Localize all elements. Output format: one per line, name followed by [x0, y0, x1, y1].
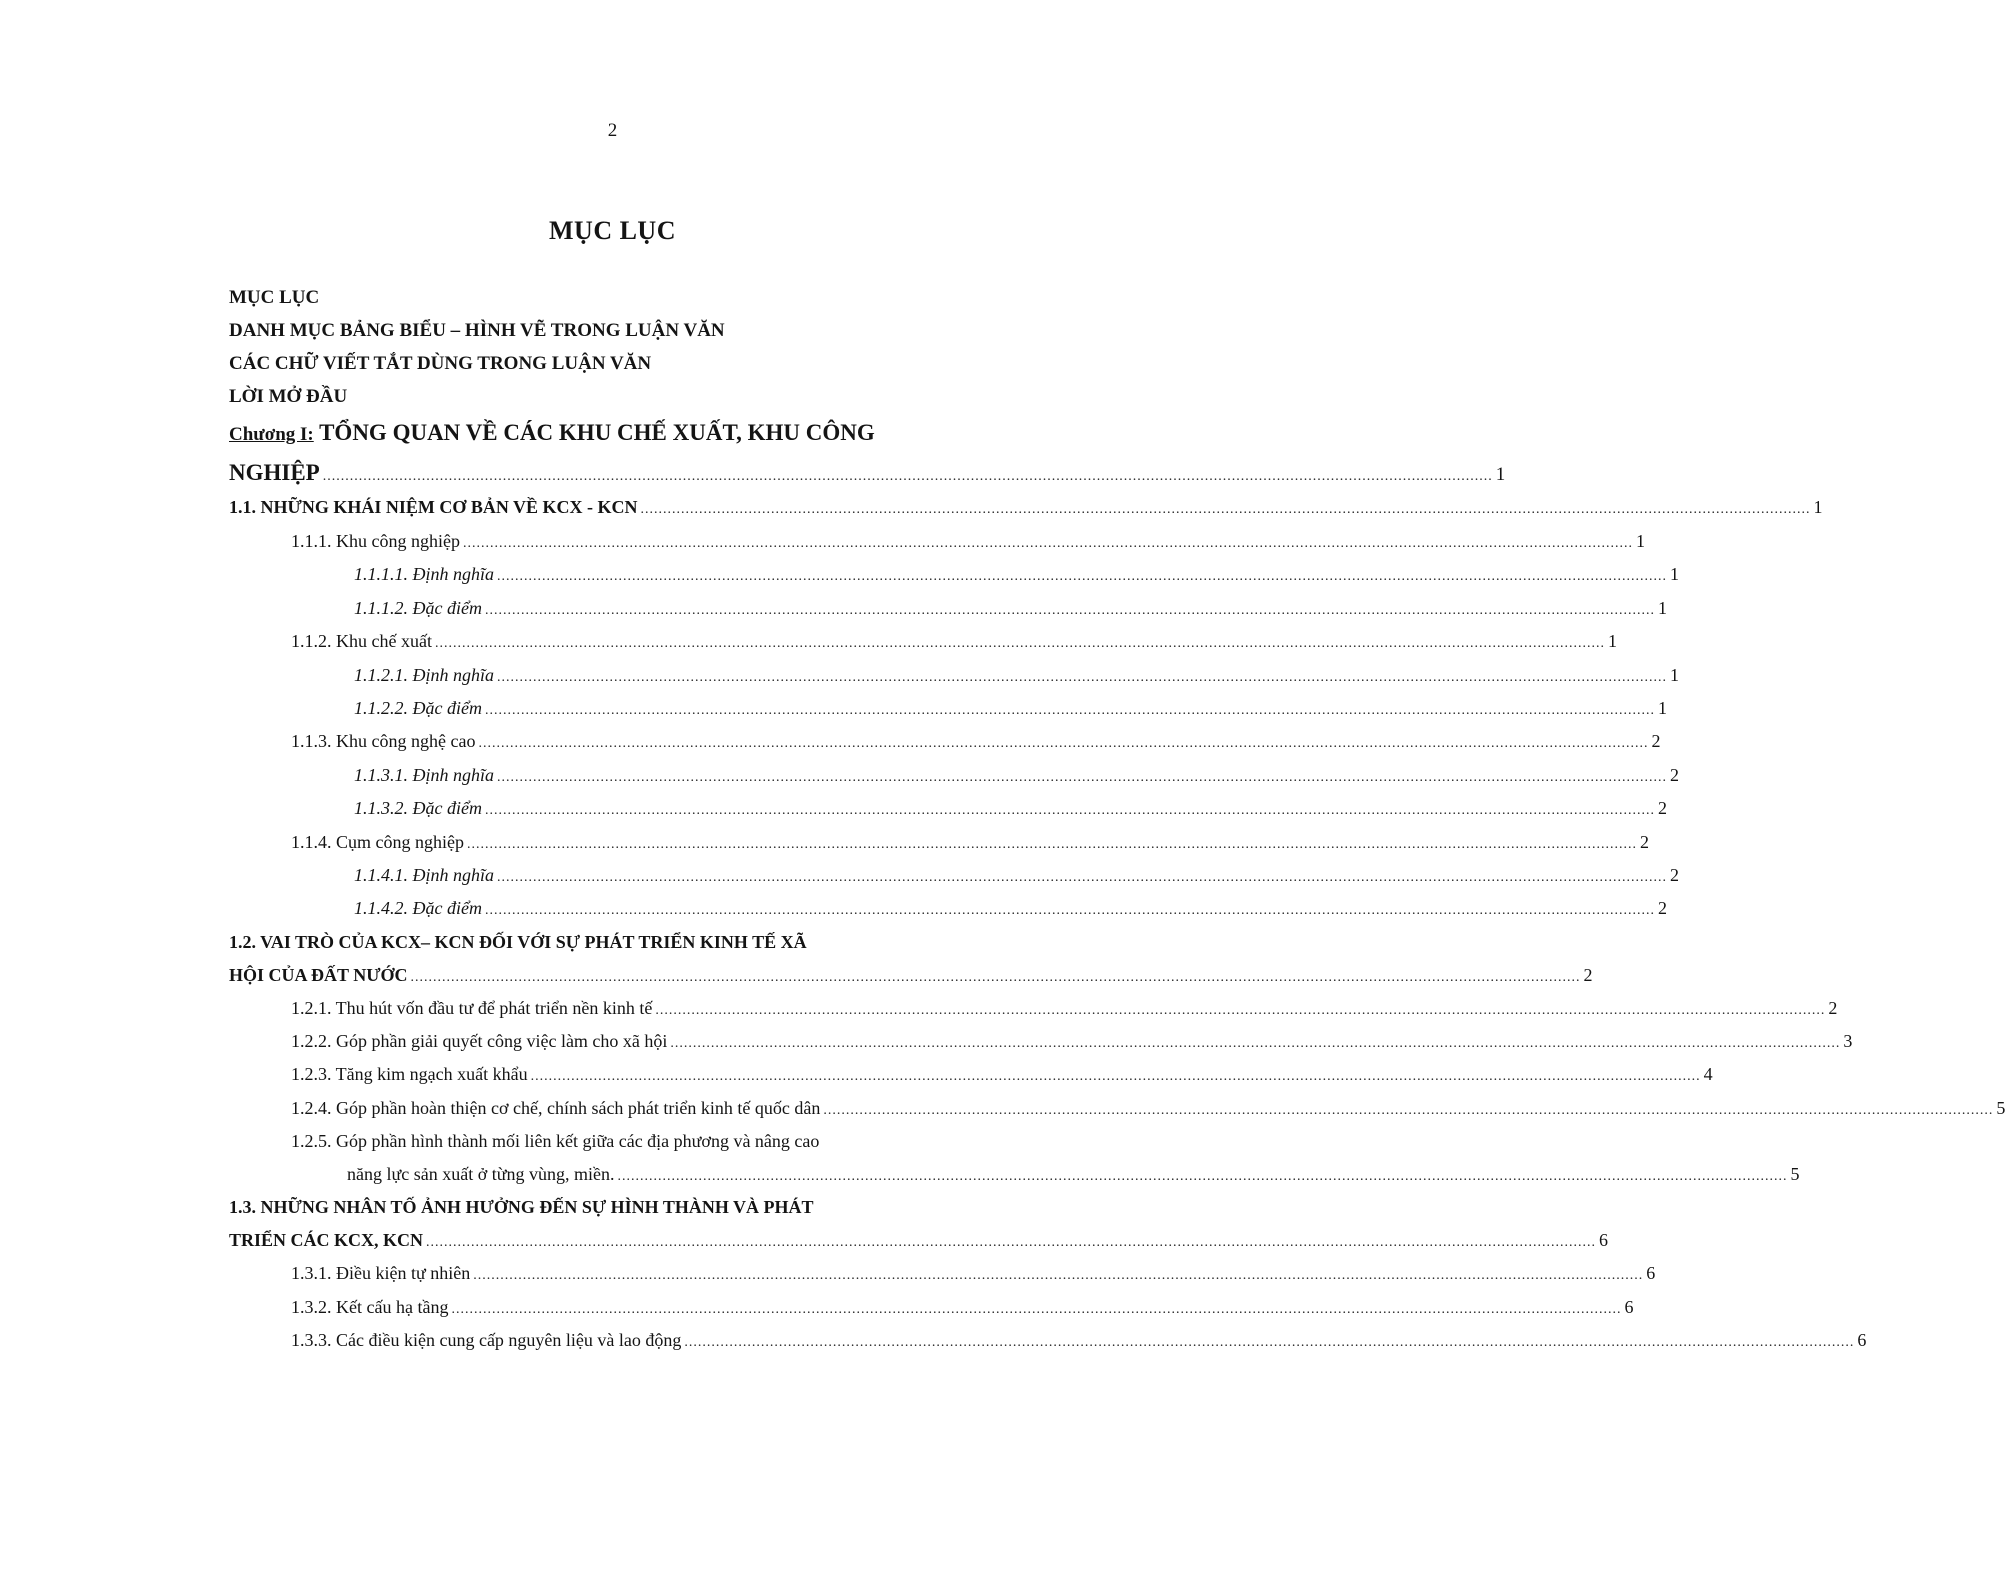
page-ref: 1: [1670, 564, 1680, 585]
toc-item-1-2-3[interactable]: [229, 1063, 1713, 1096]
page-ref: 1: [1670, 664, 1680, 685]
section-label-line1: 1.3. NHỮNG NHÂN TỐ ẢNH HƯỞNG ĐẾN SỰ HÌNH THÀNH VÀ PHÁT: [229, 1197, 814, 1218]
toc-item-1-1-3[interactable]: [229, 730, 1661, 763]
toc-subitem-1-1-1-2[interactable]: [229, 597, 1667, 630]
page-ref: 1: [1657, 697, 1667, 718]
toc-item-1-1-4[interactable]: [229, 831, 1649, 864]
subitem-label: 1.1.2.1. Định nghĩa: [354, 664, 495, 685]
toc-subitem-1-1-4-2[interactable]: [229, 897, 1667, 930]
toc-subitem-1-1-2-2[interactable]: [229, 697, 1667, 730]
page-number: 2: [607, 120, 618, 141]
front-matter-list: [229, 287, 725, 419]
toc-section-1-1[interactable]: [229, 496, 1823, 530]
subitem-label: 1.1.1.1. Định nghĩa: [354, 564, 495, 585]
item-label: 1.2.1. Thu hút vốn đầu tư để phát triển nền kinh tế: [291, 997, 653, 1018]
page-ref: 2: [1670, 764, 1680, 785]
page-ref: 5: [1996, 1097, 2005, 1118]
toc-item-1-1-1[interactable]: [229, 530, 1645, 563]
item-label: 1.3.2. Kết cấu hạ tầng: [291, 1296, 449, 1317]
page-ref: 2: [1657, 898, 1667, 919]
toc-item-1-3-3[interactable]: [229, 1329, 1867, 1362]
toc-item-1-2-4[interactable]: [229, 1097, 2005, 1130]
subitem-label: 1.1.4.2. Đặc điểm: [354, 898, 482, 919]
page-ref: 1: [1635, 531, 1645, 551]
item-label: 1.3.3. Các điều kiện cung cấp nguyên liệu và lao động: [291, 1330, 682, 1351]
item-label: 1.1.3. Khu công nghệ cao: [291, 731, 476, 752]
toc-subitem-1-1-1-1[interactable]: [229, 563, 1680, 596]
toc-item-1-2-5[interactable]: [229, 1130, 1800, 1196]
toc-subitem-1-1-3-1[interactable]: [229, 764, 1680, 797]
item-label: 1.3.1. Điều kiện tự nhiên: [291, 1263, 471, 1284]
toc-subitem-1-1-3-2[interactable]: [229, 797, 1667, 830]
dot-leader: ....................................................................................................................................................................................................................................................................: [497, 569, 1668, 585]
page-ref: 1: [1495, 464, 1506, 485]
chapter-title-line1: TỔNG QUAN VỀ CÁC KHU CHẾ XUẤT, KHU CÔNG: [319, 420, 875, 445]
page-ref: 6: [1857, 1330, 1867, 1351]
toc-item-1-3-1[interactable]: [229, 1262, 1656, 1295]
dot-leader: ....................................................................................................................................................................................................................................................................: [426, 1235, 1597, 1251]
dot-leader: ....................................................................................................................................................................................................................................................................: [655, 1002, 1826, 1018]
item-label-line1: 1.2.5. Góp phần hình thành mối liên kết giữa các địa phương và nâng cao: [291, 1131, 820, 1152]
page-ref: 2: [1583, 964, 1593, 985]
dot-leader: ....................................................................................................................................................................................................................................................................: [497, 769, 1668, 785]
chapter-title-line2: NGHIỆP: [229, 460, 320, 485]
dot-leader: ....................................................................................................................................................................................................................................................................: [451, 1301, 1622, 1317]
item-label: 1.2.3. Tăng kim ngạch xuất khẩu: [291, 1064, 528, 1085]
item-label: 1.2.2. Góp phần giải quyết công việc làm cho xã hội: [291, 1031, 668, 1052]
page-ref: 2: [1640, 831, 1649, 852]
dot-leader: ....................................................................................................................................................................................................................................................................: [497, 669, 1668, 685]
toc-item-1-2-1[interactable]: [229, 997, 1838, 1030]
page-title: MỤC LỤC: [549, 216, 676, 245]
page-ref: 2: [1670, 864, 1680, 885]
section-label-line1: 1.2. VAI TRÒ CỦA KCX– KCN ĐỐI VỚI SỰ PHÁT TRIỂN KINH TẾ XÃ: [229, 931, 807, 952]
item-label-line2: năng lực sản xuất ở từng vùng, miền.: [347, 1164, 615, 1185]
dot-leader: ....................................................................................................................................................................................................................................................................: [484, 702, 1655, 718]
dot-leader: ....................................................................................................................................................................................................................................................................: [410, 969, 1581, 985]
toc-section-1-3[interactable]: [229, 1196, 1609, 1262]
page-ref: 1: [1813, 497, 1823, 517]
subitem-label: 1.1.3.1. Định nghĩa: [354, 764, 495, 785]
dot-leader: ....................................................................................................................................................................................................................................................................: [670, 1036, 1841, 1052]
subitem-label: 1.1.2.2. Đặc điểm: [354, 697, 482, 718]
page-ref: 2: [1657, 798, 1667, 819]
dot-leader: ....................................................................................................................................................................................................................................................................: [467, 836, 1637, 852]
toc-entry-chu-viet-tat[interactable]: CÁC CHỮ VIẾT TẮT DÙNG TRONG LUẬN VĂN: [229, 353, 652, 374]
dot-leader: ....................................................................................................................................................................................................................................................................: [617, 1169, 1788, 1185]
toc-entry-muc-luc[interactable]: MỤC LỤC: [229, 287, 320, 308]
page-ref: 3: [1843, 1031, 1853, 1052]
dot-leader: ....................................................................................................................................................................................................................................................................: [462, 536, 1633, 551]
dot-leader: ....................................................................................................................................................................................................................................................................: [473, 1268, 1644, 1284]
section-label-line2: HỘI CỦA ĐẤT NƯỚC: [229, 964, 408, 985]
subitem-label: 1.1.4.1. Định nghĩa: [354, 864, 495, 885]
toc-entry-danh-muc-bang-bieu[interactable]: DANH MỤC BẢNG BIỂU – HÌNH VẼ TRONG LUẬN VĂN: [229, 320, 725, 341]
dot-leader: ....................................................................................................................................................................................................................................................................: [484, 903, 1655, 919]
dot-leader: ....................................................................................................................................................................................................................................................................: [530, 1069, 1701, 1085]
toc-entry-loi-mo-dau[interactable]: LỜI MỞ ĐẦU: [229, 386, 348, 407]
subitem-label: 1.1.1.2. Đặc điểm: [354, 597, 482, 618]
toc-subitem-1-1-2-1[interactable]: [229, 664, 1680, 697]
dot-leader: ....................................................................................................................................................................................................................................................................: [823, 1102, 1994, 1118]
item-label: 1.1.4. Cụm công nghiệp: [291, 831, 464, 852]
page-ref: 6: [1599, 1230, 1609, 1251]
dot-leader: ....................................................................................................................................................................................................................................................................: [484, 602, 1655, 618]
table-of-contents: [229, 420, 2005, 1362]
toc-subitem-1-1-4-1[interactable]: [229, 864, 1680, 897]
toc-item-1-1-2[interactable]: [229, 630, 1617, 663]
dot-leader: ....................................................................................................................................................................................................................................................................: [478, 736, 1649, 752]
toc-section-1-2[interactable]: [229, 931, 1593, 997]
page-ref: 4: [1703, 1064, 1713, 1085]
page-ref: 5: [1790, 1164, 1800, 1185]
dot-leader: ....................................................................................................................................................................................................................................................................: [484, 803, 1655, 819]
dot-leader: ....................................................................................................................................................................................................................................................................: [640, 502, 1811, 517]
toc-chapter-1[interactable]: [229, 420, 1506, 496]
item-label: 1.1.1. Khu công nghiệp: [291, 531, 460, 551]
page-ref: 2: [1828, 997, 1838, 1018]
page-ref: 6: [1624, 1296, 1634, 1317]
dot-leader: ....................................................................................................................................................................................................................................................................: [684, 1335, 1855, 1351]
page-ref: 2: [1651, 731, 1661, 752]
item-label: 1.1.2. Khu chế xuất: [291, 631, 432, 652]
chapter-prefix: Chương I:: [229, 424, 314, 445]
toc-item-1-3-2[interactable]: [229, 1296, 1634, 1329]
section-label: 1.1. NHỮNG KHÁI NIỆM CƠ BẢN VỀ KCX - KCN: [229, 497, 638, 517]
dot-leader: ....................................................................................................................................................................................................................................................................: [497, 869, 1668, 885]
page-ref: 1: [1607, 631, 1617, 652]
subitem-label: 1.1.3.2. Đặc điểm: [354, 798, 482, 819]
item-label: 1.2.4. Góp phần hoàn thiện cơ chế, chính sách phát triển kinh tế quốc dân: [291, 1097, 821, 1118]
page-ref: 1: [1657, 597, 1667, 618]
dot-leader: ....................................................................................................................................................................................................................................................................: [322, 469, 1493, 484]
toc-item-1-2-2[interactable]: [229, 1030, 1853, 1063]
page-ref: 6: [1646, 1263, 1656, 1284]
dot-leader: ....................................................................................................................................................................................................................................................................: [434, 636, 1605, 652]
section-label-line2: TRIỂN CÁC KCX, KCN: [229, 1230, 424, 1251]
